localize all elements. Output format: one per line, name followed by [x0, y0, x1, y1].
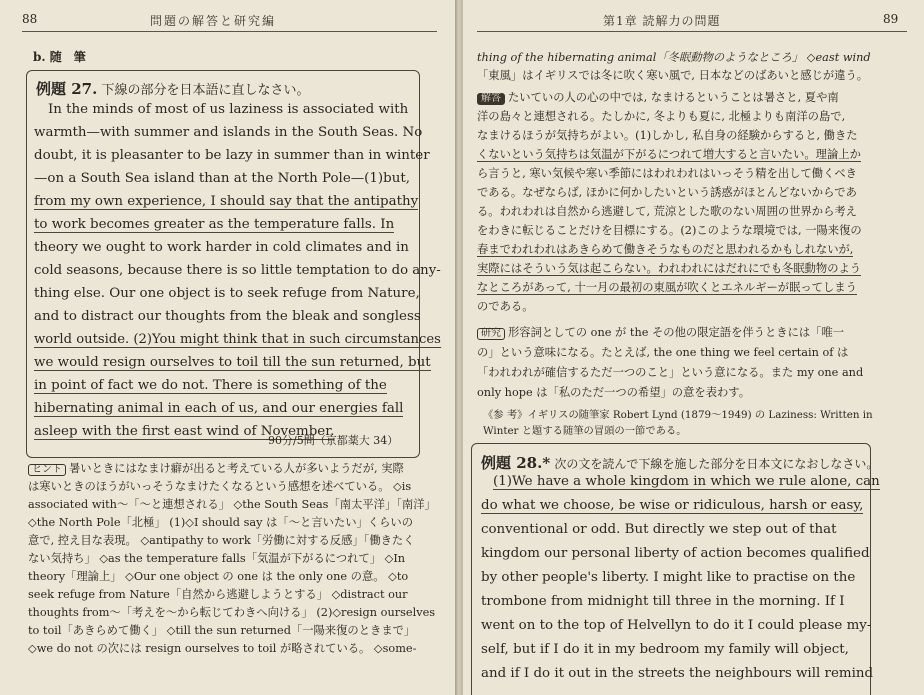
passage-line: thing else. Our one object is to seek refuge from Nature,	[34, 286, 420, 301]
passage-line-underlined: (1)We have a whole kingdom in which we rule alone, can	[493, 474, 880, 489]
book-gutter	[455, 0, 463, 695]
answer-line: る。われわれは自然から逃避して, 荒涼とした歌のない周囲の世界から考え	[477, 205, 857, 218]
page-number: 89	[883, 12, 899, 26]
passage-line-underlined: in point of fact we do not. There is something of the	[34, 378, 387, 393]
hint-line: theory「理論上」 ◇Our one object の one は the only one の意。 ◇to	[28, 570, 409, 583]
hint-line: 意で, 控え目な表現。 ◇antipathy to work「労働に対する反感」「働きたく	[28, 534, 415, 547]
passage-line: and if I do it out in the streets the neighbours will remind	[481, 666, 874, 681]
study-line: 「われわれが確信するただ一つのこと」という意になる。また my one and	[477, 366, 864, 379]
passage-line: self, but if I do it in my bedroom my family will object,	[481, 642, 849, 657]
example-label: 例題 28.*	[481, 454, 551, 472]
answer-line-underlined: なところがあって, 十一月の最初の東風が吹くとエネルギーが眠ってしまう	[477, 281, 857, 294]
header-rule	[477, 31, 907, 32]
hint-badge: ヒント	[28, 464, 66, 476]
answer-line: をわきに転じることだけを目標にする。(2)このような環境では, 一陽来復の	[477, 224, 862, 237]
reference-note: Winter と題する随筆の冒頭の一節である。	[483, 425, 687, 437]
passage-line: doubt, it is pleasanter to be lazy in summer than in winter	[34, 148, 430, 163]
answer-line: のである。	[477, 300, 534, 313]
reference-note: 《参 考》イギリスの随筆家 Robert Lynd (1879～1949) の Laziness: Written in	[483, 409, 873, 421]
hint-line: は寒いときのほうがいっそうなまけたくなるという感想を述べている。 ◇is	[28, 480, 412, 493]
hint-line: ◇we do not の次には resign ourselves to toil が略されている。 ◇some-	[28, 642, 417, 655]
passage-line: went on to the top of Helvellyn to do it I could please my-	[481, 618, 872, 633]
study-line: 研究 形容詞としての one が the その他の限定語を伴うときには「唯一	[477, 327, 844, 340]
hint-line: to toil「あきらめて働く」 ◇till the sun returned「一陽来復のときまで」	[28, 624, 416, 637]
hint-line: ない気持ち」 ◇as the temperature falls「気温が下がるにつれて」 ◇In	[28, 552, 406, 565]
hint-line: ヒント 暑いときにはなまけ癖が出ると考えている人が多いようだが, 実際	[28, 463, 404, 476]
study-line: only hope は「私のただ一つの希望」の意を表わす。	[477, 386, 750, 399]
answer-line: 洋の島々と連想される。たしかに, 冬よりも夏に, 北極よりも南洋の島で,	[477, 110, 846, 123]
hint-line: associated with～「～と連想される」 ◇the South Seas「南太平洋」「南洋」	[28, 498, 436, 511]
passage-line: In the minds of most of us laziness is associated with	[48, 102, 409, 117]
example-instruction: 次の文を読んで下線を施した部分を日本文になおしなさい。	[554, 457, 879, 471]
answer-line: 解答 たいていの人の心の中では, なまけるということは暑さと, 夏や南	[477, 92, 839, 105]
answer-badge: 解答	[477, 93, 505, 105]
answer-line: ら言うと, 寒い気候や寒い季節にはわれわれはいっそう精を出して働くべき	[477, 167, 857, 180]
passage-line-underlined: from my own experience, I should say that the antipathy	[34, 194, 419, 209]
passage-line-underlined: we would resign ourselves to toil till the sun returned, but	[34, 355, 431, 370]
hint-continuation: 「東風」はイギリスでは冬に吹く寒い風で, 日本などのばあいと感じが違う。	[477, 69, 869, 82]
passage-line: warmth—with summer and islands in the South Seas. No	[34, 125, 423, 140]
answer-line-underlined: 実際にはそういう気は起こらない。われわれにはだれにでも冬眠動物のよう	[477, 262, 862, 275]
hint-continuation: thing of the hibernating animal「冬眠動物のようなところ」 ◇east wind	[477, 51, 871, 64]
passage-line: by other people's liberty. I might like to practise on the	[481, 570, 856, 585]
passage-line-underlined: world outside. (2)You might think that in such circumstances	[34, 332, 441, 347]
section-heading: b. 随 筆	[33, 50, 86, 64]
passage-line-underlined: do what we choose, be wise or ridiculous, harsh or easy,	[481, 498, 864, 513]
passage-line: theory we ought to work harder in cold climates and in	[34, 240, 409, 255]
study-line: の」という意味になる。たとえば, the one thing we feel certain of は	[477, 346, 849, 359]
header-rule	[22, 31, 437, 32]
passage-line-underlined: hibernating animal in each of us, and our energies fall	[34, 401, 404, 416]
passage-line: —on a South Sea island than at the North Pole—(1)but,	[34, 171, 410, 186]
running-head: 第1章 読解力の問題	[603, 14, 721, 28]
answer-line: なまけるほうが気持ちがよい。(1)しかし, 私自身の経験からすると, 働きた	[477, 129, 858, 142]
right-page	[463, 0, 924, 695]
example-27-title	[36, 78, 309, 99]
passage-line: cold seasons, because there is so little temptation to do any-	[34, 263, 441, 278]
example-instruction: 下線の部分を日本語に直しなさい。	[101, 83, 310, 98]
hint-line: thoughts from～「考えを～から転じてわきへ向ける」 (2)◇resign ourselves	[28, 606, 436, 619]
study-badge: 研究	[477, 328, 505, 340]
running-head: 問題の解答と研究編	[150, 14, 277, 28]
answer-line-underlined: 春までわれわれはあきらめて働きそうなものだと思われるかもしれないが,	[477, 243, 854, 256]
hint-line: ◇the North Pole「北極」 (1)◇I should say は「～と言いたい」くらいの	[28, 516, 413, 529]
answer-line: である。なぜならば, ほかに何かしたいという誘惑がほとんどないからであ	[477, 186, 857, 199]
example-source: 90分/5問（京都薬大 34）	[268, 434, 399, 447]
hint-line: seek refuge from Nature「自然から逃避しようとする」 ◇distract our	[28, 588, 408, 601]
left-page	[0, 0, 455, 695]
answer-line-underlined: くないという気持ちは気温が下がるにつれて増大すると言いたい。理論上か	[477, 148, 861, 161]
example-label: 例題 27.	[36, 80, 98, 98]
passage-line-underlined: to work becomes greater as the temperature falls. In	[34, 217, 395, 232]
example-28-title	[481, 452, 878, 473]
passage-line: and to distract our thoughts from the bleak and songless	[34, 309, 421, 324]
passage-line: conventional or odd. But directly we step out of that	[481, 522, 837, 537]
passage-line: kingdom our personal liberty of action becomes qualified	[481, 546, 870, 561]
passage-line-underlined: asleep with the first east wind of November.	[34, 424, 335, 439]
passage-line: trombone from midnight till three in the morning. If I	[481, 594, 845, 609]
page-number: 88	[22, 12, 38, 26]
